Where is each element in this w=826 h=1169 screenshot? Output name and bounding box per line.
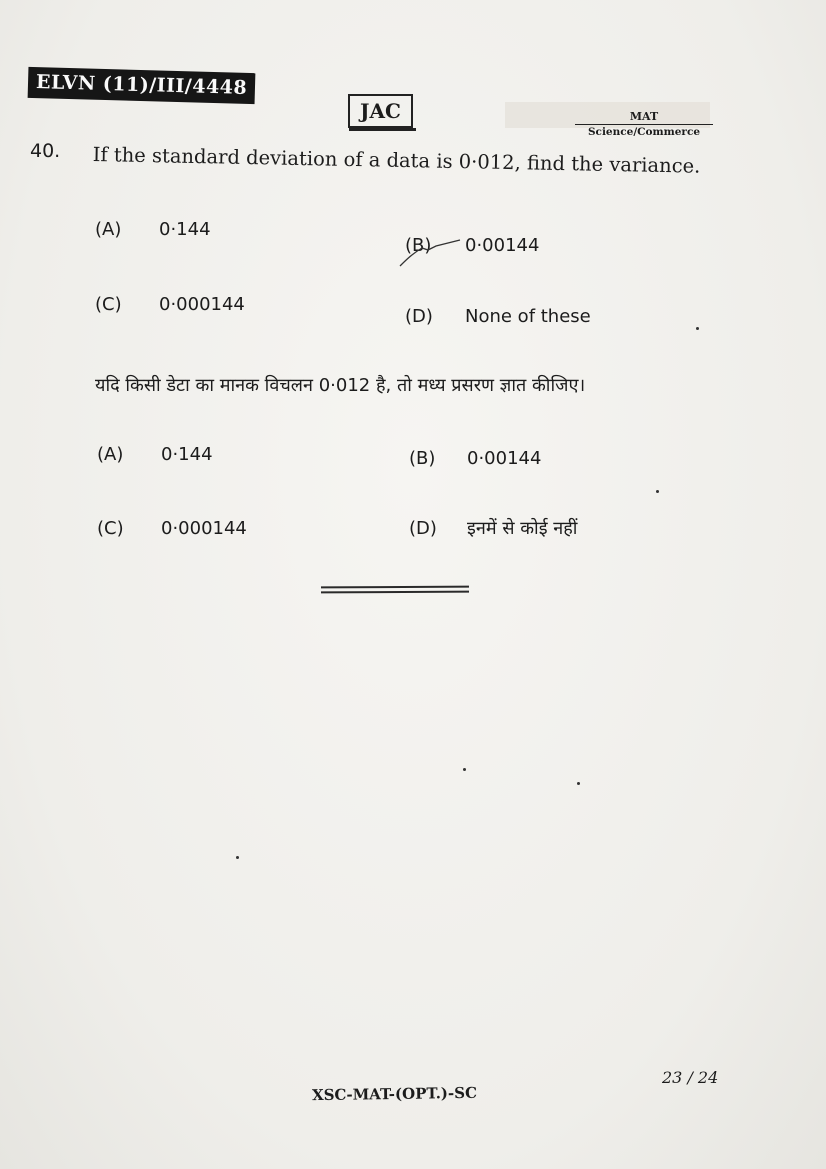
- end-of-question-rule: [321, 586, 469, 594]
- option-label: (C): [97, 518, 124, 539]
- option-label: (C): [95, 294, 122, 315]
- scan-speck: [656, 490, 659, 493]
- footer-paper-id: XSC-MAT-(OPT.)-SC: [311, 1083, 478, 1105]
- option-label: (A): [97, 444, 124, 465]
- subject-label: MAT: [575, 110, 713, 125]
- option-label: (B): [409, 448, 436, 469]
- option-hi-a: [97, 444, 213, 465]
- option-value: 0·00144: [465, 235, 540, 256]
- option-hi-c: [97, 518, 247, 539]
- scan-speck: [696, 327, 699, 330]
- paper-code-badge: ELVN (11)/III/4448: [28, 67, 256, 104]
- option-value: 0·000144: [159, 294, 245, 315]
- option-en-c: [95, 294, 245, 315]
- option-en-d: [405, 306, 591, 327]
- option-label: (B): [405, 235, 432, 256]
- option-value: इनमें से कोई नहीं: [467, 518, 578, 539]
- option-hi-d: [409, 516, 577, 540]
- option-label: (D): [405, 306, 433, 327]
- page-number: 23 / 24: [662, 1068, 719, 1087]
- option-value: None of these: [465, 306, 591, 327]
- option-value: 0·000144: [161, 518, 247, 539]
- scan-speck: [236, 856, 239, 859]
- question-text-en: If the standard deviation of a data is 0·012, find the variance.: [92, 143, 701, 178]
- scan-speck: [463, 768, 466, 771]
- question-text-hi: यदि किसी डेटा का मानक विचलन 0·012 है, तो मध्य प्रसरण ज्ञात कीजिए।: [95, 375, 586, 396]
- answer-tick-mark: [398, 238, 468, 270]
- subject-block: [575, 110, 713, 138]
- question-number: 40.: [30, 140, 61, 162]
- option-value: 0·144: [159, 219, 211, 240]
- option-en-a: [95, 219, 211, 240]
- scan-speck: [577, 782, 580, 785]
- option-label: (D): [409, 518, 437, 539]
- stream-label: Science/Commerce: [587, 126, 701, 138]
- option-value: 0·144: [161, 444, 213, 465]
- board-box: JAC: [348, 94, 413, 128]
- option-label: (A): [95, 219, 122, 240]
- option-hi-b: [409, 448, 541, 469]
- option-value: 0·00144: [467, 448, 542, 469]
